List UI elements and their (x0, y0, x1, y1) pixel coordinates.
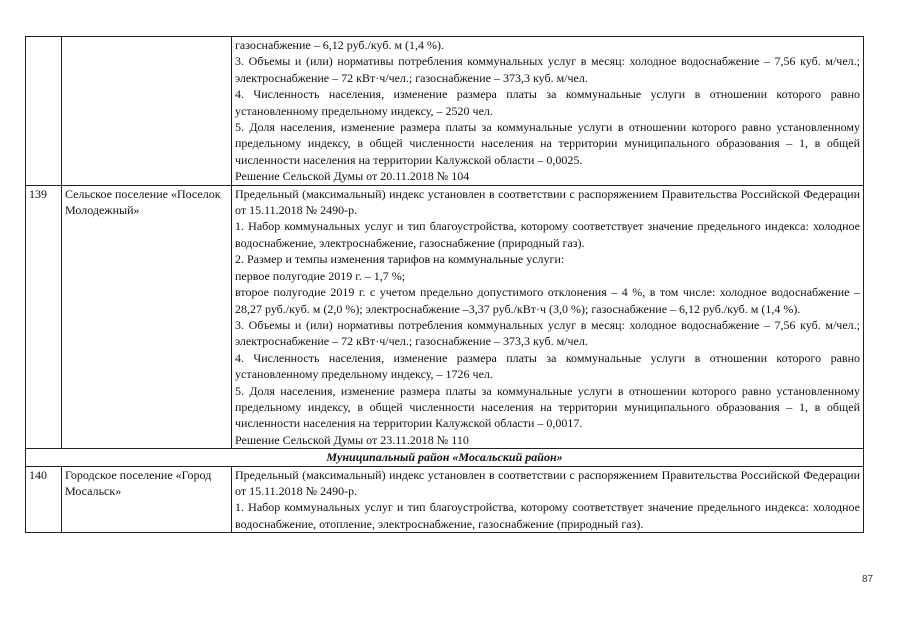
table-row (26, 37, 864, 186)
index-description (232, 185, 864, 449)
paragraph: 4. Численность населения, изменение размера платы за коммунальные услуги в отношении которого равно установленному предельному индексу, – 2520 чел. (235, 87, 860, 118)
municipality-name: Сельское поселение «Поселок Молодежный» (62, 185, 232, 449)
decision-reference: Решение Сельской Думы от 23.11.2018 № 110 (235, 432, 469, 447)
paragraph: газоснабжение – 6,12 руб./куб. м (1,4 %). (235, 38, 445, 52)
paragraph: Предельный (максимальный) индекс установлен в соответствии с распоряжением Правительства Российской Федерации от 15.11.2018 № 2490-р. (235, 186, 860, 218)
paragraph: 5. Доля населения, изменение размера платы за коммунальные услуги в отношении которого равно установленному предельному индексу, в общей численности населения на территории муниципального образования – 1, в общей численности населения на территории Калужской области – 0,0017. (235, 383, 860, 431)
paragraph: 1. Набор коммунальных услуг и тип благоустройства, которому соответствует значение предельного индекса: холодное водоснабжение, отопление, электроснабжение, газоснабжение (природный газ). (235, 500, 860, 531)
municipal-index-table (25, 36, 864, 533)
paragraph: 4. Численность населения, изменение размера платы за коммунальные услуги в отношении которого равно установленному предельному индексу, – 1726 чел. (235, 350, 860, 382)
row-number: 139 (26, 185, 62, 449)
paragraph: 3. Объемы и (или) нормативы потребления коммунальных услуг в месяц: холодное водоснабжение – 7,56 куб. м/чел.; электроснабжение – 72 кВт·ч/чел.; газоснабжение – 373,3 куб. м/чел. (235, 317, 860, 349)
page-number: 87 (862, 574, 874, 585)
municipality-name (62, 37, 232, 186)
row-number: 140 (26, 466, 62, 533)
index-description (232, 466, 864, 533)
row-number (26, 37, 62, 186)
paragraph: первое полугодие 2019 г. – 1,7 %; (235, 268, 406, 283)
paragraph: 2. Размер и темпы изменения тарифов на коммунальные услуги: (235, 252, 565, 267)
table-row (26, 185, 864, 449)
district-heading-row (26, 449, 864, 466)
district-heading: Муниципальный район «Мосальский район» (26, 449, 864, 466)
paragraph: 3. Объемы и (или) нормативы потребления коммунальных услуг в месяц: холодное водоснабжение – 7,56 куб. м/чел.; электроснабжение – 72 кВт·ч/чел.; газоснабжение – 373,3 куб. м/чел. (235, 54, 860, 85)
table-row (26, 466, 864, 533)
index-description (232, 37, 864, 186)
decision-reference: Решение Сельской Думы от 20.11.2018 № 104 (235, 169, 470, 184)
paragraph: второе полугодие 2019 г. с учетом предельно допустимого отклонения – 4 %, в том числе: холодное водоснабжение – 28,27 руб./куб. м (2,0 %); электроснабжение –3,37 руб./кВт·ч (3,0 %); газоснабжение – 6,12 руб./куб. м (1,4 %). (235, 285, 860, 316)
paragraph: 1. Набор коммунальных услуг и тип благоустройства, которому соответствует значение предельного индекса: холодное водоснабжение, электроснабжение, газоснабжение (природный газ). (235, 219, 860, 250)
paragraph: 5. Доля населения, изменение размера платы за коммунальные услуги в отношении которого равно установленному предельному индексу, в общей численности населения на территории муниципального образования – 1, в общей численности населения на территории Калужской области – 0,0025. (235, 120, 860, 167)
paragraph: Предельный (максимальный) индекс установлен в соответствии с распоряжением Правительства Российской Федерации от 15.11.2018 № 2490-р. (235, 467, 860, 498)
municipality-name: Городское поселение «Город Мосальск» (62, 466, 232, 533)
